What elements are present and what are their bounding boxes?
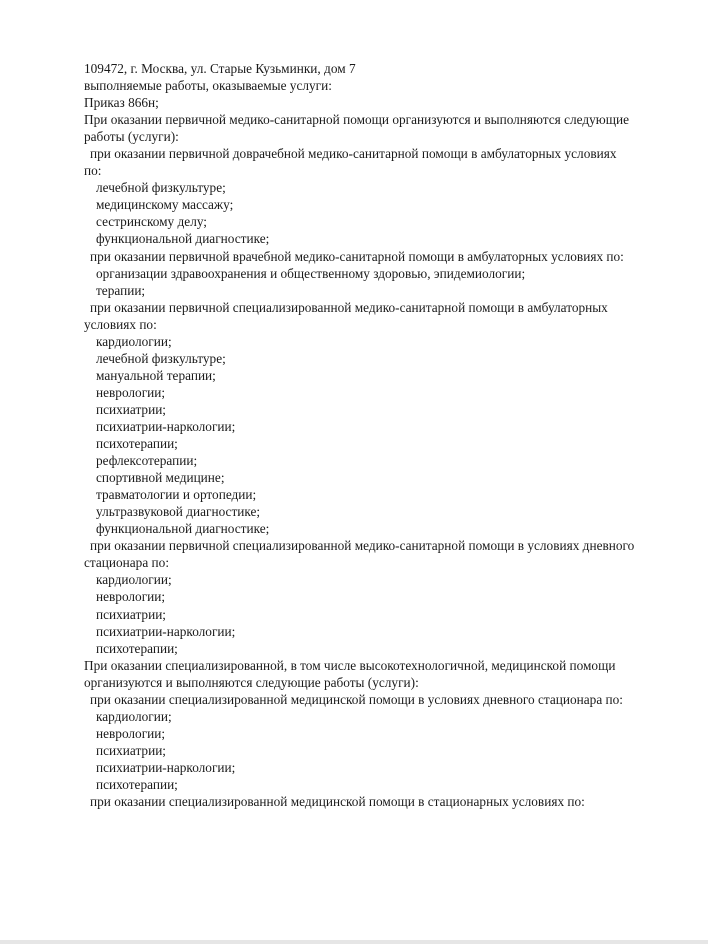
subsection-heading-cont: условиях по: (84, 316, 157, 332)
list-item: рефлексотерапии; (96, 453, 198, 469)
list-item: организации здравоохранения и общественному здоровью, эпидемиологии; (96, 265, 526, 281)
list-item: лечебной физкультуре; (96, 350, 226, 366)
list-item: кардиологии; (96, 572, 172, 588)
list-item: лечебной физкультуре; (96, 180, 226, 196)
subsection-heading: при оказании специализированной медицинской помощи в стационарных условиях по: (90, 794, 585, 810)
list-item: сестринскому делу; (96, 214, 207, 230)
list-item: психиатрии; (96, 606, 167, 622)
section-heading-specialized-cont: организуются и выполняются следующие работы (услуги): (84, 674, 419, 690)
list-item: ультразвуковой диагностике; (96, 504, 261, 520)
address-line: 109472, г. Москва, ул. Старые Кузьминки, дом 7 (84, 61, 356, 76)
list-item: кардиологии; (96, 333, 172, 349)
order-reference: Приказ 866н; (84, 95, 159, 111)
list-item: психотерапии; (96, 436, 178, 452)
section-heading-specialized: При оказании специализированной, в том числе высокотехнологичной, медицинской помощи (84, 657, 616, 673)
subsection-heading: при оказании первичной специализированной медико-санитарной помощи в амбулаторных (90, 299, 608, 315)
list-item: неврологии; (96, 725, 166, 741)
subsection-heading: при оказании первичной специализированной медико-санитарной помощи в условиях дневного (90, 538, 635, 554)
list-item: неврологии; (96, 589, 166, 605)
subsection-heading: при оказании первичной доврачебной медико-санитарной помощи в амбулаторных условиях (90, 146, 617, 162)
works-services-heading: выполняемые работы, оказываемые услуги: (84, 78, 332, 94)
list-item: травматологии и ортопедии; (96, 487, 257, 503)
section-heading-primary-cont: работы (услуги): (84, 129, 179, 145)
list-item: психиатрии; (96, 401, 167, 417)
list-item: психотерапии; (96, 640, 178, 656)
list-item: спортивной медицине; (96, 470, 225, 486)
list-item: психотерапии; (96, 776, 178, 792)
section-heading-primary: При оказании первичной медико-санитарной помощи организуются и выполняются следующие (84, 112, 629, 128)
subsection-heading: при оказании первичной врачебной медико-санитарной помощи в амбулаторных условиях по: (90, 248, 624, 264)
list-item: психиатрии-наркологии; (96, 418, 236, 434)
list-item: неврологии; (96, 384, 166, 400)
list-item: психиатрии-наркологии; (96, 623, 236, 639)
list-item: функциональной диагностике; (96, 231, 270, 247)
list-item: терапии; (96, 282, 146, 298)
list-item: мануальной терапии; (96, 367, 216, 383)
document-body (84, 60, 684, 810)
subsection-heading-cont: стационара по: (84, 555, 170, 571)
subsection-heading: при оказании специализированной медицинской помощи в условиях дневного стационара по: (90, 691, 623, 707)
list-item: кардиологии; (96, 708, 172, 724)
list-item: функциональной диагностике; (96, 521, 270, 537)
list-item: психиатрии; (96, 742, 167, 758)
list-item: медицинскому массажу; (96, 197, 234, 213)
list-item: психиатрии-наркологии; (96, 759, 236, 775)
subsection-heading-cont: по: (84, 163, 102, 179)
page-bottom-edge (0, 940, 708, 944)
